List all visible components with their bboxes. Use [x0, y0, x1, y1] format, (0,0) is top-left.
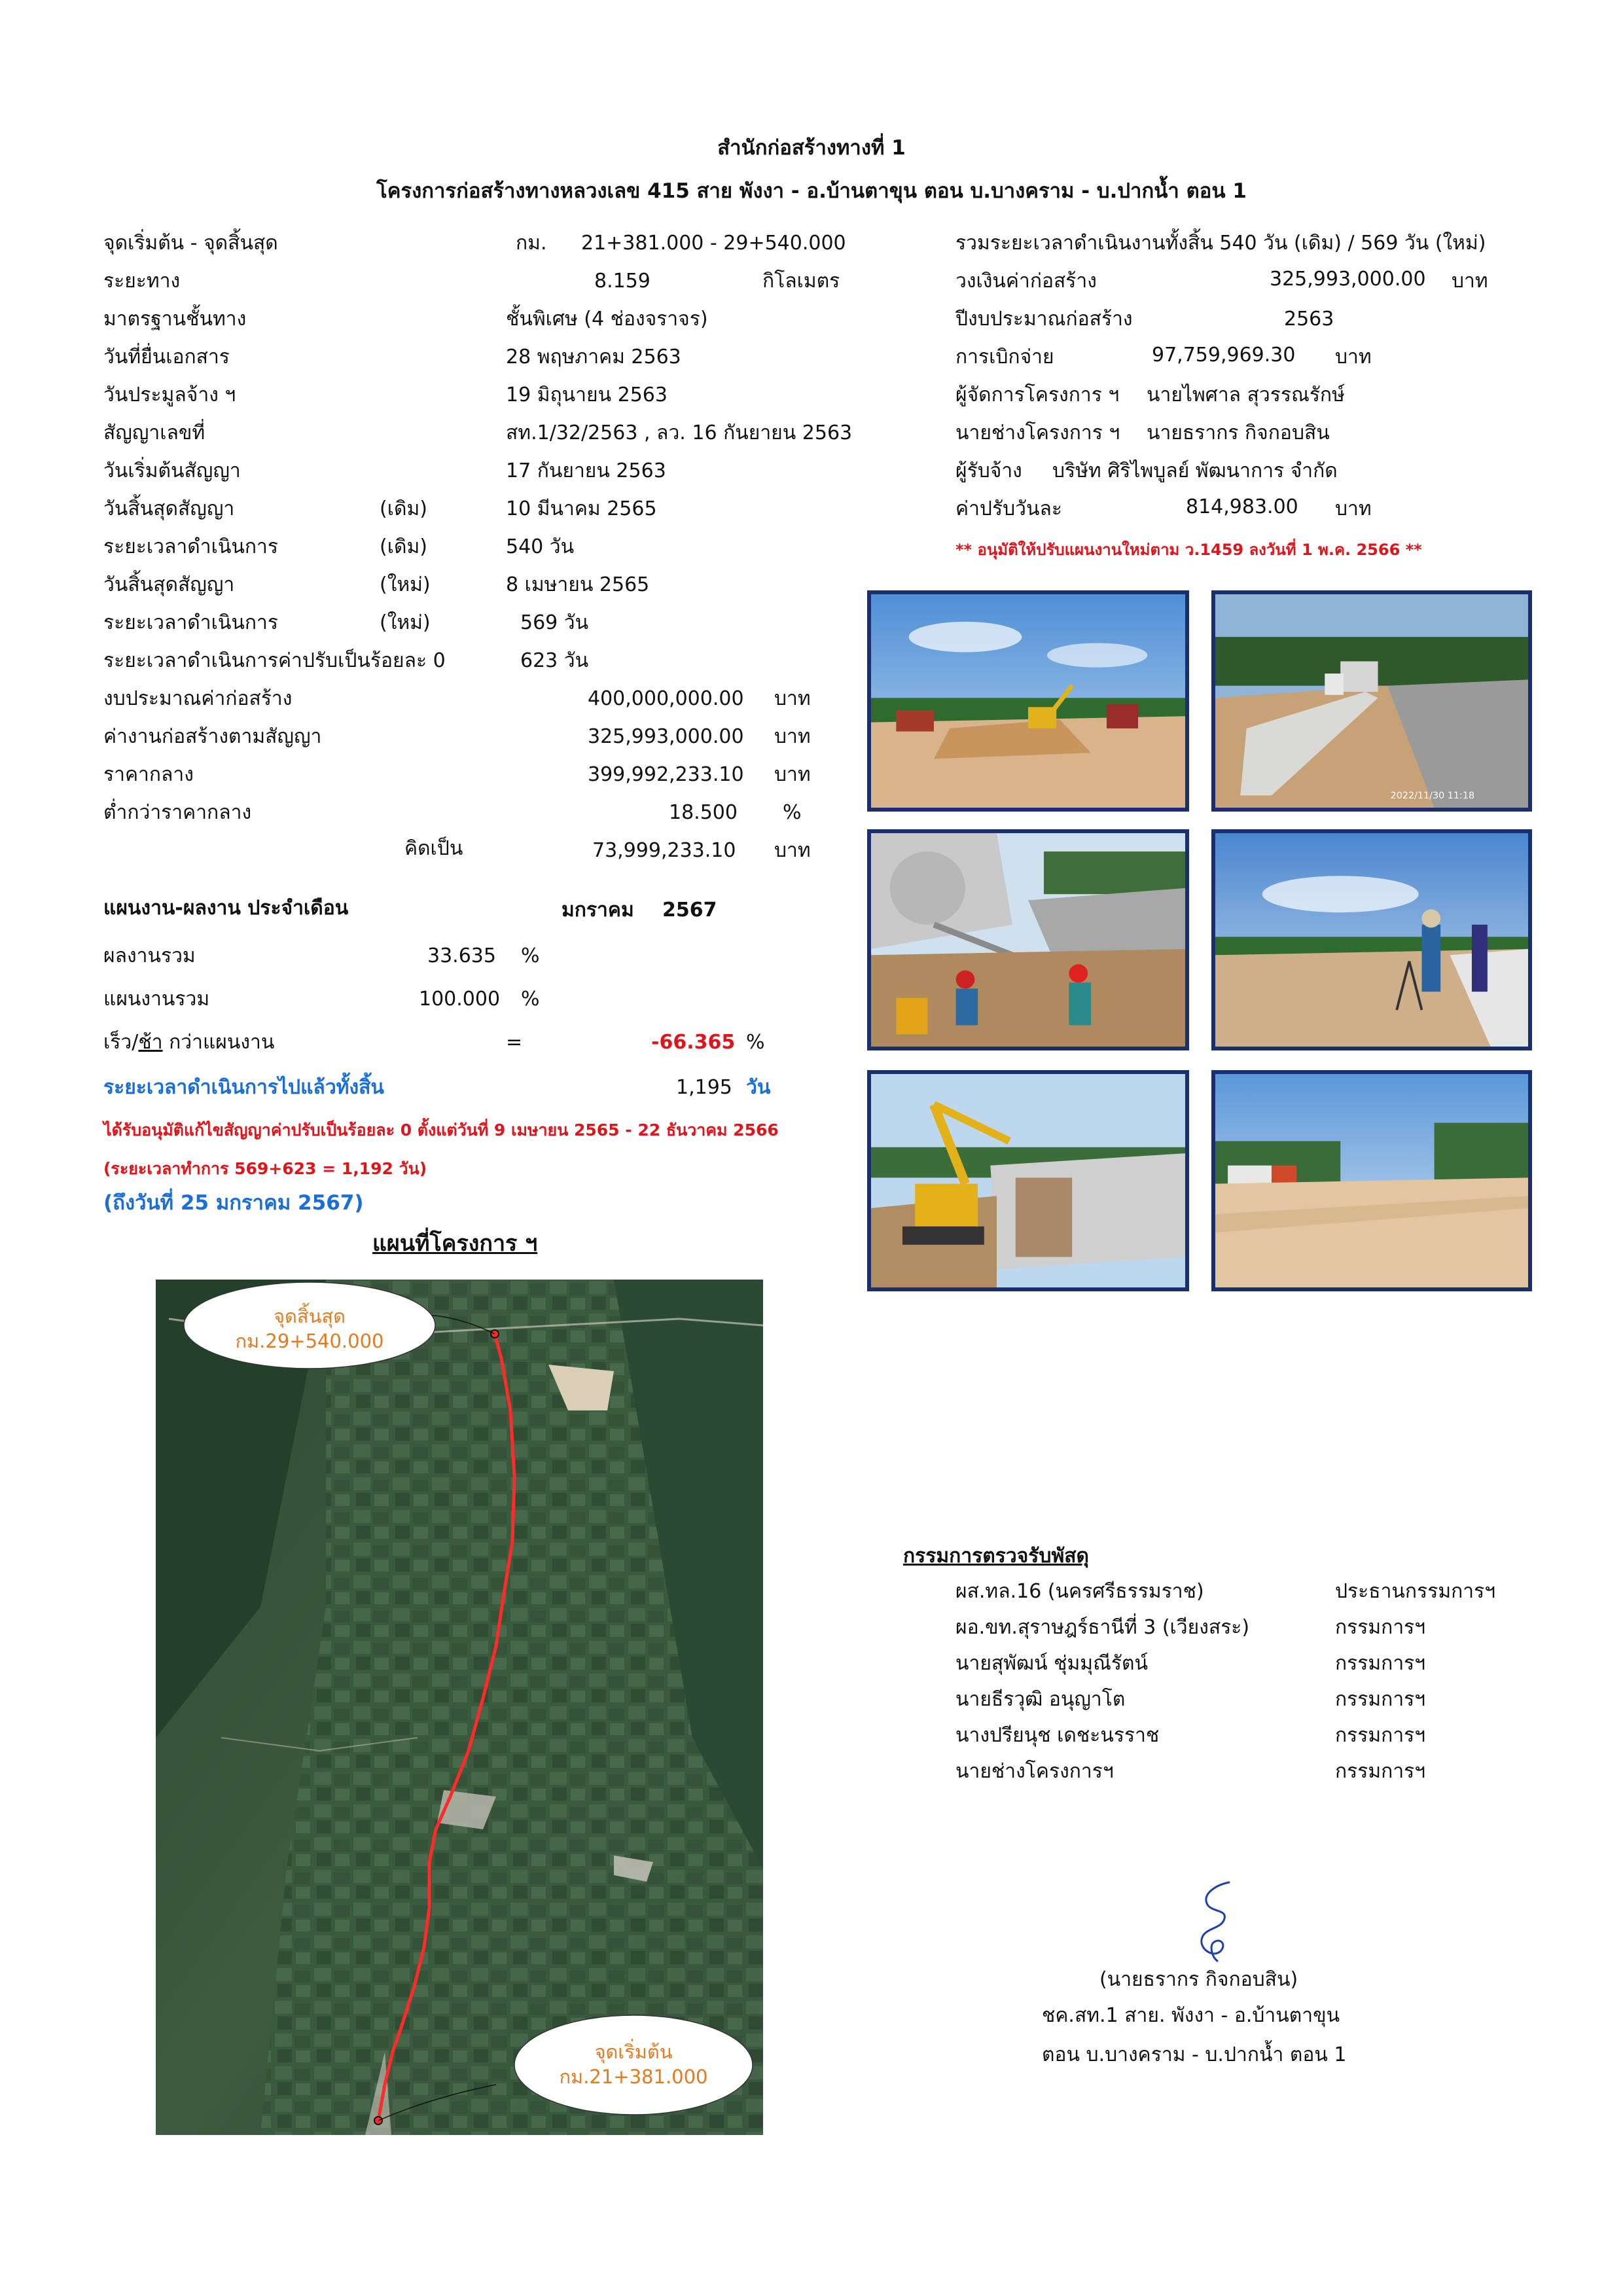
- contract-end-new-value: 8 เมษายน 2565: [506, 573, 650, 596]
- doc-date-label: วันที่ยื่นเอกสาร: [103, 346, 230, 368]
- committee-member-name: ผอ.ขท.สุราษฎร์ธานีที่ 3 (เวียงสระ): [955, 1616, 1250, 1639]
- committee-member-role: กรรมการฯ: [1335, 1760, 1426, 1783]
- diff-equals: =: [506, 1031, 523, 1054]
- bid-date-label: วันประมูลจ้าง ฯ: [103, 384, 236, 406]
- contract-cost-label: ค่างานก่อสร้างตามสัญญา: [103, 725, 322, 748]
- duration-new-value: 569 วัน: [520, 611, 589, 634]
- duration-orig-value: 540 วัน: [506, 535, 575, 558]
- as-of-date: (ถึงวันที่ 25 มกราคม 2567): [103, 1191, 364, 1215]
- duration-new-label: ระยะเวลาดำเนินการ: [103, 611, 278, 634]
- distance-label: ระยะทาง: [103, 270, 181, 293]
- site-photo-6: [1211, 1070, 1532, 1291]
- committee-member-name: ผส.ทล.16 (นครศรีธรรมราช): [955, 1580, 1204, 1603]
- committee-member-name: นางปรียนุช เดชะนรราช: [955, 1724, 1160, 1747]
- end-km: กม.29+540.000: [235, 1329, 384, 1352]
- contract-end-new-label: วันสิ้นสุดสัญญา: [103, 573, 235, 596]
- contract-end-orig-label: วันสิ้นสุดสัญญา: [103, 497, 235, 520]
- committee-member-role: กรรมการฯ: [1335, 1616, 1426, 1639]
- committee-member-role: กรรมการฯ: [1335, 1652, 1426, 1675]
- signature-mark: [1183, 1877, 1249, 1965]
- contractor-label: ผู้รับจ้าง: [955, 459, 1022, 482]
- equals-unit: บาท: [774, 839, 811, 862]
- manager-value: นายไพศาล สุวรรณรักษ์: [1147, 384, 1345, 406]
- budget-value: 400,000,000.00: [588, 687, 744, 710]
- start-km: กม.21+381.000: [559, 2065, 708, 2088]
- elapsed-unit: วัน: [746, 1076, 771, 1099]
- committee-member-name: นายธีรวุฒิ อนุญาโต: [955, 1688, 1126, 1711]
- duration-orig-tag: (เดิม): [380, 535, 427, 558]
- elapsed-label: ระยะเวลาดำเนินการไปแล้วทั้งสิ้น: [103, 1076, 384, 1099]
- daily-fine-value: 814,983.00: [1186, 495, 1298, 518]
- site-photo-4: [1211, 829, 1532, 1050]
- budget-label: งบประมาณค่าก่อสร้าง: [103, 687, 293, 710]
- below-median-value: 18.500: [669, 801, 738, 824]
- construction-budget-value: 325,993,000.00: [1270, 268, 1426, 291]
- plan-unit: %: [521, 988, 540, 1011]
- approval-note-1: ได้รับอนุมัติแก้ไขสัญญาค่าปรับเป็นร้อยละ 0 ตั้งแต่วันที่ 9 เมษายน 2565 - 22 ธันวาคม 2566: [103, 1121, 779, 1139]
- site-photo-5: [867, 1070, 1189, 1291]
- contract-end-orig-value: 10 มีนาคม 2565: [506, 497, 657, 520]
- median-price-label: ราคากลาง: [103, 763, 194, 786]
- monthly-year: 2567: [662, 899, 717, 922]
- contract-start-label: วันเริ่มต้นสัญญา: [103, 459, 241, 482]
- site-photo-3: [867, 829, 1189, 1050]
- signature-position-1: ชค.สท.1 สาย. พังงา - อ.บ้านตาขุน: [1042, 2004, 1340, 2027]
- disbursed-label: การเบิกจ่าย: [955, 346, 1054, 368]
- plan-label: แผนงานรวม: [103, 988, 210, 1011]
- diff-label-fast: เร็ว/: [103, 1031, 139, 1054]
- committee-member-role: กรรมการฯ: [1335, 1724, 1426, 1747]
- result-unit: %: [521, 944, 540, 967]
- map-title: แผนที่โครงการ ฯ: [372, 1230, 538, 1257]
- daily-fine-unit: บาท: [1335, 497, 1372, 520]
- median-price-value: 399,992,233.10: [588, 763, 744, 786]
- equals-value: 73,999,233.10: [592, 839, 736, 862]
- start-end-label: จุดเริ่มต้น - จุดสิ้นสุด: [103, 232, 278, 255]
- project-title: โครงการก่อสร้างทางหลวงเลข 415 สาย พังงา - อ.บ้านตาขุน ตอน บ.บางคราม - บ.ปากน้ำ ตอน 1: [376, 179, 1247, 203]
- monthly-heading: แผนงาน-ผลงาน ประจำเดือน: [103, 897, 349, 920]
- bid-date-value: 19 มิถุนายน 2563: [506, 384, 668, 406]
- duration-new-tag: (ใหม่): [380, 611, 431, 634]
- engineer-label: นายช่างโครงการ ฯ: [955, 422, 1120, 444]
- diff-unit: %: [746, 1031, 765, 1054]
- photo-timestamp: 2022/11/30 11:18: [1390, 791, 1475, 801]
- end-label: จุดสิ้นสุด: [274, 1305, 346, 1327]
- duration-orig-label: ระยะเวลาดำเนินการ: [103, 535, 278, 558]
- start-callout: [514, 2040, 753, 2089]
- distance-value: 8.159: [594, 270, 651, 293]
- diff-value: -66.365: [651, 1031, 736, 1054]
- duration-penalty-label: ระยะเวลาดำเนินการค่าปรับเป็นร้อยละ 0: [103, 649, 446, 672]
- committee-member-name: นายสุพัฒน์ ชุ่มมุณีรัตน์: [955, 1652, 1149, 1675]
- standard-label: มาตรฐานชั้นทาง: [103, 308, 247, 331]
- doc-date-value: 28 พฤษภาคม 2563: [506, 346, 681, 368]
- contract-no-label: สัญญาเลขที่: [103, 422, 205, 444]
- manager-label: ผู้จัดการโครงการ ฯ: [955, 384, 1120, 406]
- committee-heading: กรรมการตรวจรับพัสดุ: [903, 1545, 1090, 1568]
- end-callout: [184, 1304, 435, 1354]
- approval-note: ** อนุมัติให้ปรับแผนงานใหม่ตาม ว.1459 ลงวันที่ 1 พ.ค. 2566 **: [955, 541, 1422, 559]
- elapsed-value: 1,195: [676, 1076, 732, 1099]
- approval-note-2: (ระยะเวลาทำการ 569+623 = 1,192 วัน): [103, 1159, 427, 1178]
- below-median-unit: %: [783, 801, 802, 824]
- daily-fine-label: ค่าปรับวันละ: [955, 497, 1062, 520]
- signature-name: (นายธรากร กิจกอบสิน): [1099, 1968, 1298, 1991]
- site-photo-2: [1211, 590, 1532, 812]
- start-end-unit: กม.: [516, 232, 547, 255]
- engineer-value: นายธรากร กิจกอบสิน: [1147, 422, 1330, 444]
- plan-value: 100.000: [419, 988, 501, 1011]
- result-label: ผลงานรวม: [103, 944, 196, 967]
- budget-unit: บาท: [774, 687, 811, 710]
- construction-budget-label: วงเงินค่าก่อสร้าง: [955, 270, 1097, 293]
- construction-budget-unit: บาท: [1452, 270, 1488, 293]
- result-value: 33.635: [427, 944, 496, 967]
- below-median-label: ต่ำกว่าราคากลาง: [103, 801, 252, 824]
- distance-unit: กิโลเมตร: [762, 270, 840, 293]
- contract-end-orig-tag: (เดิม): [380, 497, 427, 520]
- monthly-month: มกราคม: [562, 899, 634, 922]
- standard-value: ชั้นพิเศษ (4 ช่องจราจร): [506, 308, 708, 331]
- signature-position-2: ตอน บ.บางคราม - บ.ปากน้ำ ตอน 1: [1042, 2043, 1347, 2066]
- office-title: สำนักก่อสร้างทางที่ 1: [717, 136, 906, 160]
- contract-no-value: สท.1/32/2563 , ลว. 16 กันยายน 2563: [506, 422, 853, 444]
- diff-label-slow: ช้า: [138, 1031, 163, 1054]
- total-duration: รวมระยะเวลาดำเนินงานทั้งสิ้น 540 วัน (เดิม) / 569 วัน (ใหม่): [955, 232, 1486, 255]
- committee-member-role: กรรมการฯ: [1335, 1688, 1426, 1711]
- disbursed-unit: บาท: [1335, 346, 1372, 368]
- start-label: จุดเริ่มต้น: [594, 2041, 673, 2063]
- duration-penalty-value: 623 วัน: [520, 649, 589, 672]
- committee-member-name: นายช่างโครงการฯ: [955, 1760, 1114, 1783]
- diff-label-rest: กว่าแผนงาน: [162, 1031, 275, 1054]
- contract-cost-unit: บาท: [774, 725, 811, 748]
- diff-label: [103, 1033, 274, 1052]
- contract-start-value: 17 กันยายน 2563: [506, 459, 666, 482]
- equals-label: คิดเป็น: [404, 837, 463, 860]
- disbursed-value: 97,759,969.30: [1152, 344, 1296, 367]
- contractor-value: บริษัท ศิริไพบูลย์ พัฒนาการ จำกัด: [1052, 459, 1338, 482]
- contract-end-new-tag: (ใหม่): [380, 573, 431, 596]
- fiscal-year-value: 2563: [1284, 308, 1334, 331]
- contract-cost-value: 325,993,000.00: [588, 725, 744, 748]
- project-map: [156, 1280, 763, 2135]
- committee-member-role: ประธานกรรมการฯ: [1335, 1580, 1496, 1603]
- median-price-unit: บาท: [774, 763, 811, 786]
- fiscal-year-label: ปีงบประมาณก่อสร้าง: [955, 308, 1133, 331]
- start-end-value: 21+381.000 - 29+540.000: [581, 232, 846, 255]
- site-photo-1: [867, 590, 1189, 812]
